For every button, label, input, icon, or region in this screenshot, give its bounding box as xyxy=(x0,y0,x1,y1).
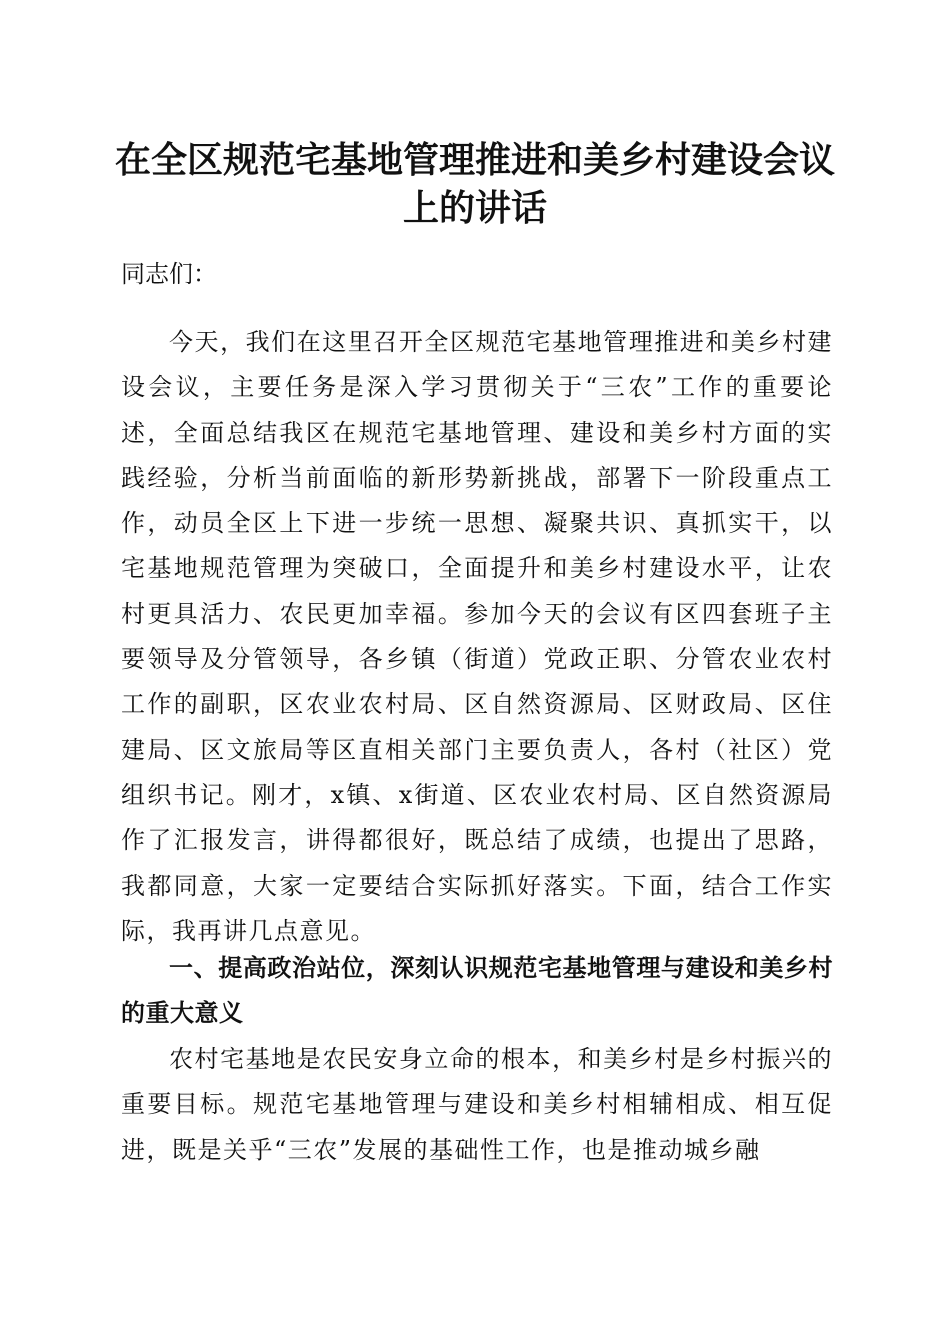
salutation: 同志们： xyxy=(121,260,217,288)
document-title-continued: 上的讲话 xyxy=(402,187,547,229)
paragraph-section-1: 农村宅基地是农民安身立命的根本，和美乡村是乡村振兴的重要目标。规范宅基地管理与建设和美乡村相辅相成、相互促进，既是关乎“三农”发展的基础性工作，也是推动城乡融 xyxy=(121,1045,833,1164)
section-heading-1: 一、提高政治站位，深刻认识规范宅基地管理与建设和美乡村的重大意义 xyxy=(121,954,833,1028)
paragraph-opening: 今天，我们在这里召开全区规范宅基地管理推进和美乡村建设会议，主要任务是深入学习贯彻关于“三农”工作的重要论述，全面总结我区在规范宅基地管理、建设和美乡村方面的实践经验，分析当前面临的新形势新挑战，部署下一阶段重点工作，动员全区上下进一步统一思想、凝聚共识、真抓实干，以宅基地规范管理为突破口，全面提升和美乡村建设水平，让农村更具活力、农民更加幸福。参加今天的会议有区四套班子主要领导及分管领导，各乡镇（街道）党政正职、分管农业农村工作的副职，区农业农村局、区自然资源局、区财政局、区住建局、区文旅局等区直相关部门主要负责人，各村（社区）党组织书记。刚才，x镇、x街道、区农业农村局、区自然资源局作了汇报发言，讲得都很好，既总结了成绩，也提出了思路，我都同意，大家一定要结合实际抓好落实。下面，结合工作实际，我再讲几点意见。 xyxy=(121,328,833,945)
document-title: 在全区规范宅基地管理推进和美乡村建设会议 xyxy=(114,139,835,181)
